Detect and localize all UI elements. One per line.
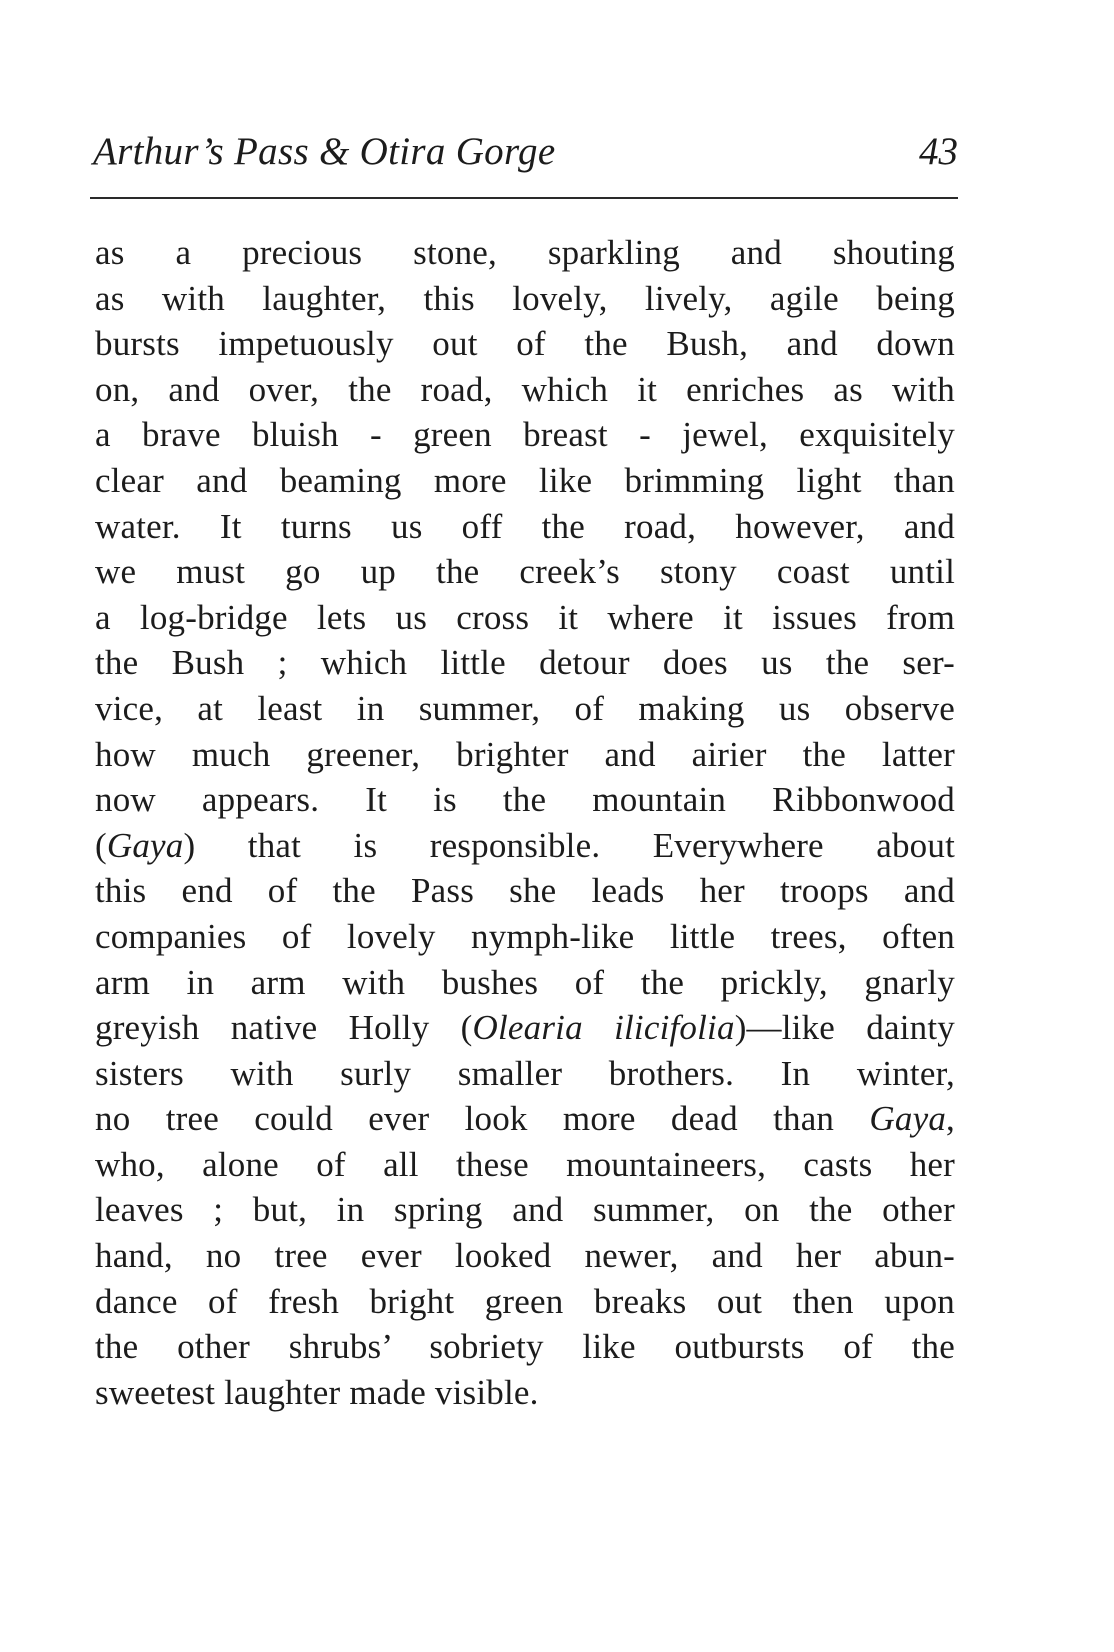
text-line: as a precious stone, sparkling and shouting	[95, 233, 955, 272]
text-line: bursts impetuously out of the Bush, and down	[95, 324, 955, 364]
running-head	[93, 126, 958, 178]
text-line: the Bush ; which little detour does us the ser-	[95, 643, 955, 683]
text-line: arm in arm with bushes of the prickly, gnarly	[95, 962, 955, 1002]
header-rule	[90, 197, 958, 199]
text-line: hand, no tree ever looked newer, and her abun-	[95, 1236, 955, 1276]
text-line: dance of fresh bright green breaks out then upon	[95, 1281, 955, 1321]
text-line: a log-bridge lets us cross it where it issues from	[95, 597, 955, 637]
text-line: this end of the Pass she leads her troops and	[95, 871, 955, 911]
text-line: no tree could ever look more dead than Gaya,	[95, 1099, 955, 1139]
page-number: 43	[919, 130, 958, 173]
text-line: who, alone of all these mountaineers, casts her	[95, 1144, 955, 1184]
body-text	[95, 230, 955, 1415]
text-line: clear and beaming more like brimming light than	[95, 460, 955, 500]
text-line: leaves ; but, in spring and summer, on the other	[95, 1190, 955, 1230]
running-title: Arthur’s Pass & Otira Gorge	[93, 130, 556, 173]
text-line: we must go up the creek’s stony coast until	[95, 552, 955, 592]
text-line: now appears. It is the mountain Ribbonwood	[95, 780, 955, 820]
text-line: (Gaya) that is responsible. Everywhere about	[95, 825, 955, 865]
text-line: the other shrubs’ sobriety like outbursts of the	[95, 1327, 955, 1367]
text-line: greyish native Holly (Olearia ilicifolia)—like dainty	[95, 1008, 955, 1048]
text-line: vice, at least in summer, of making us observe	[95, 688, 955, 728]
text-line: water. It turns us off the road, however, and	[95, 506, 955, 546]
text-line: on, and over, the road, which it enriches as with	[95, 369, 955, 409]
text-line: a brave bluish - green breast - jewel, exquisitely	[95, 415, 955, 455]
text-line: how much greener, brighter and airier the latter	[95, 734, 955, 774]
text-line: as with laughter, this lovely, lively, agile being	[95, 278, 955, 318]
text-line: sisters with surly smaller brothers. In winter,	[95, 1053, 955, 1093]
text-line: companies of lovely nymph-like little trees, often	[95, 916, 955, 956]
text-line: sweetest laughter made visible.	[95, 1372, 539, 1412]
